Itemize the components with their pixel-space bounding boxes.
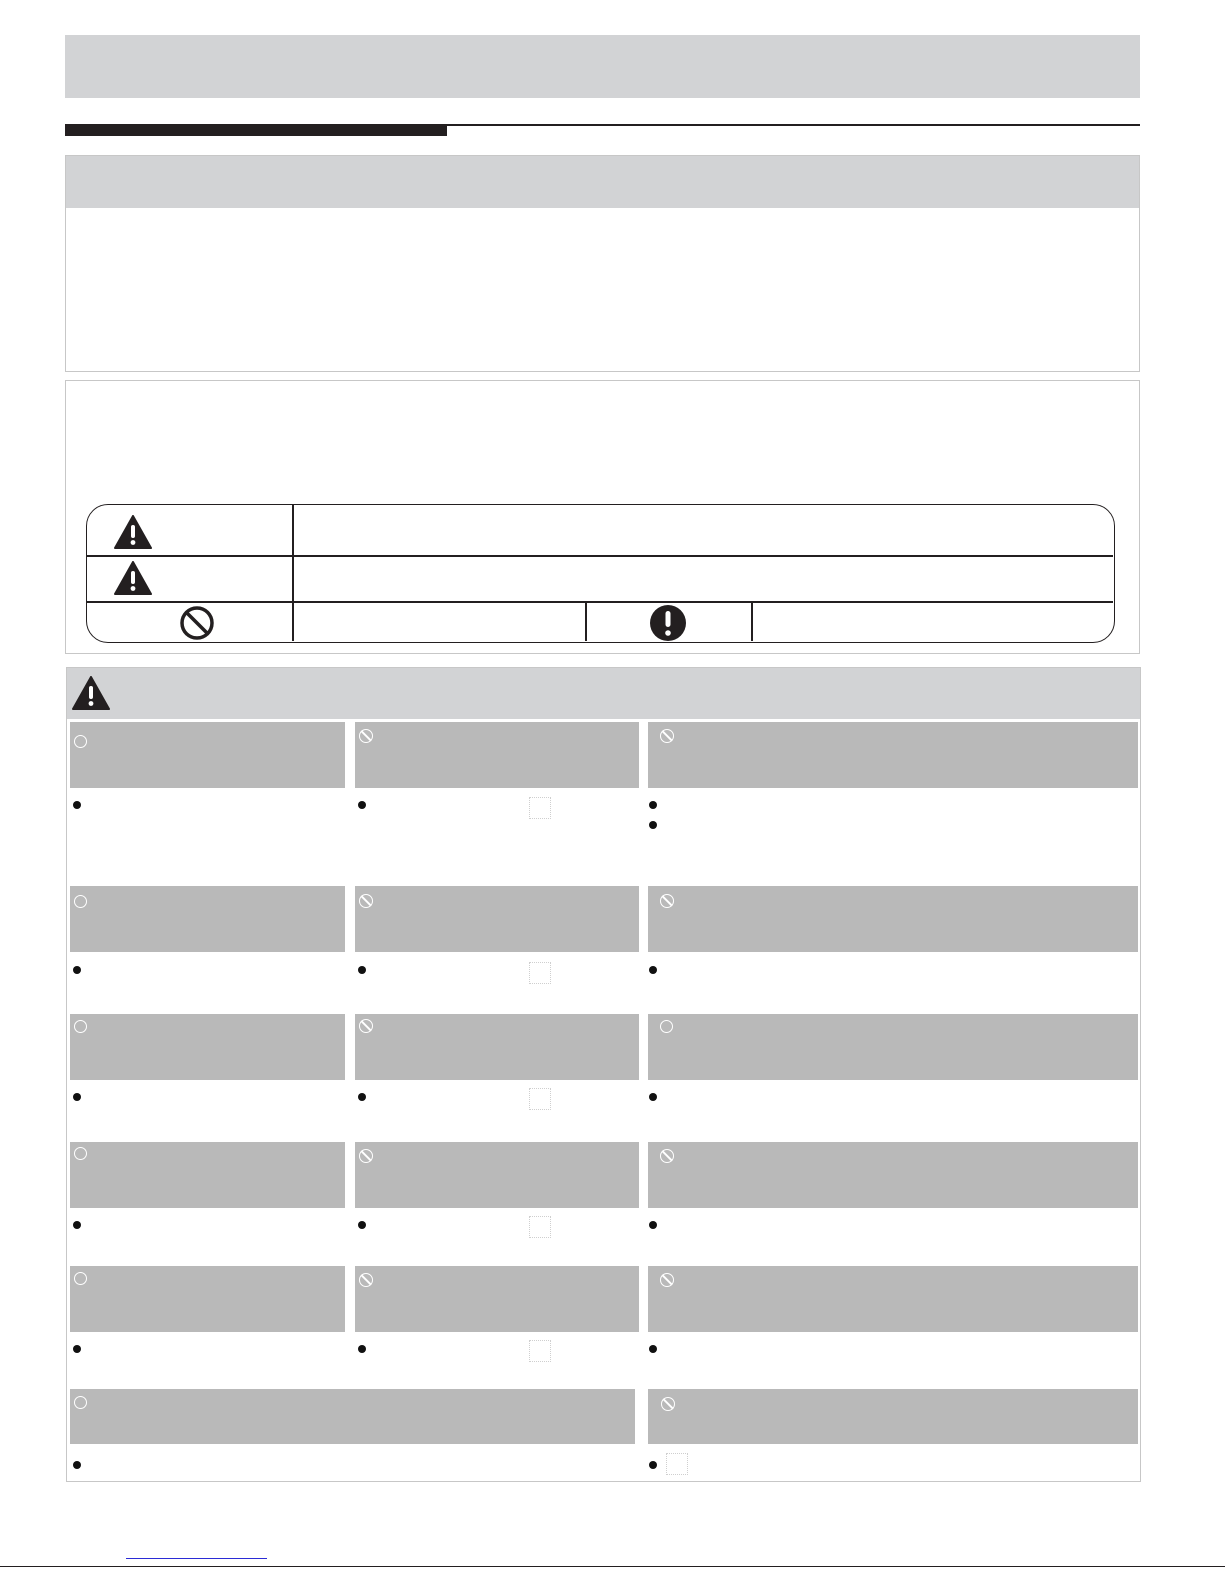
bullet-icon <box>73 1093 81 1101</box>
prohibited-mark-icon <box>660 1273 674 1287</box>
intro-box <box>65 155 1140 372</box>
warning-item-header <box>355 1142 639 1208</box>
warning-item-header <box>648 1142 1138 1208</box>
mandatory-mark-icon <box>74 1147 87 1160</box>
warning-triangle-icon <box>72 676 110 710</box>
warning-item-header <box>70 1014 345 1080</box>
bullet-icon <box>358 1093 366 1101</box>
intro-box-header <box>66 156 1139 208</box>
bullet-icon <box>649 966 657 974</box>
bullet-icon <box>73 1461 81 1469</box>
mandatory-icon <box>649 604 687 642</box>
symbol-legend-table <box>86 504 1115 643</box>
legend-divider-col <box>292 505 294 641</box>
scan-artifact <box>529 1216 551 1238</box>
warning-item-header <box>70 1389 635 1444</box>
mandatory-mark-icon <box>660 1020 673 1033</box>
warning-item-header <box>70 886 345 952</box>
legend-divider-row-1 <box>87 555 1113 557</box>
footer-link-underline[interactable] <box>126 1558 267 1559</box>
warning-item-header <box>70 1266 345 1332</box>
warning-item-header <box>70 722 345 788</box>
scan-artifact <box>529 1340 551 1362</box>
prohibited-mark-icon <box>359 894 373 908</box>
bullet-icon <box>649 821 657 829</box>
mandatory-mark-icon <box>74 1020 87 1033</box>
bullet-icon <box>649 1345 657 1353</box>
caution-triangle-icon <box>114 561 152 595</box>
bullet-icon <box>358 1345 366 1353</box>
intro-box-text <box>66 208 1139 228</box>
bullet-icon <box>649 801 657 809</box>
scan-artifact <box>666 1453 688 1475</box>
warning-item-header <box>648 722 1138 788</box>
prohibited-mark-icon <box>359 1019 373 1033</box>
scan-artifact <box>529 962 551 984</box>
bullet-icon <box>358 966 366 974</box>
prohibited-mark-icon <box>359 1149 373 1163</box>
legend-divider-row-2 <box>87 601 1113 603</box>
prohibited-mark-icon <box>660 1149 674 1163</box>
warning-item-header <box>70 1142 345 1208</box>
mandatory-mark-icon <box>74 895 87 908</box>
prohibited-mark-icon <box>359 1273 373 1287</box>
warning-item-header <box>355 886 639 952</box>
bullet-icon <box>73 966 81 974</box>
scan-artifact <box>529 1088 551 1110</box>
legend-divider-col-2 <box>585 601 587 641</box>
bullet-icon <box>649 1461 657 1469</box>
section-rule-thin <box>447 124 1140 126</box>
bullet-icon <box>73 1221 81 1229</box>
warning-item-header <box>648 1014 1138 1080</box>
section-rule-thick <box>65 124 447 136</box>
legend-intro-text <box>66 381 1139 401</box>
prohibited-mark-icon <box>660 894 674 908</box>
footer-rule <box>0 1566 1225 1567</box>
prohibited-icon <box>178 606 216 640</box>
bullet-icon <box>649 1221 657 1229</box>
warning-item-header <box>648 886 1138 952</box>
warning-triangle-icon <box>114 515 152 549</box>
bullet-icon <box>358 801 366 809</box>
prohibited-mark-icon <box>661 1397 675 1411</box>
warning-section-header <box>67 668 1140 719</box>
bullet-icon <box>649 1093 657 1101</box>
warning-item-header <box>355 1266 639 1332</box>
prohibited-mark-icon <box>359 729 373 743</box>
bullet-icon <box>73 1345 81 1353</box>
mandatory-mark-icon <box>74 1396 87 1409</box>
mandatory-mark-icon <box>74 1272 87 1285</box>
page-header-band <box>65 35 1140 98</box>
warning-item-header <box>648 1389 1138 1444</box>
mandatory-mark-icon <box>74 735 87 748</box>
bullet-icon <box>73 801 81 809</box>
legend-divider-col-3 <box>751 601 753 641</box>
warning-item-header <box>355 1014 639 1080</box>
prohibited-mark-icon <box>660 729 674 743</box>
warning-item-header <box>648 1266 1138 1332</box>
scan-artifact <box>529 797 551 819</box>
warning-item-header <box>355 722 639 788</box>
bullet-icon <box>358 1221 366 1229</box>
